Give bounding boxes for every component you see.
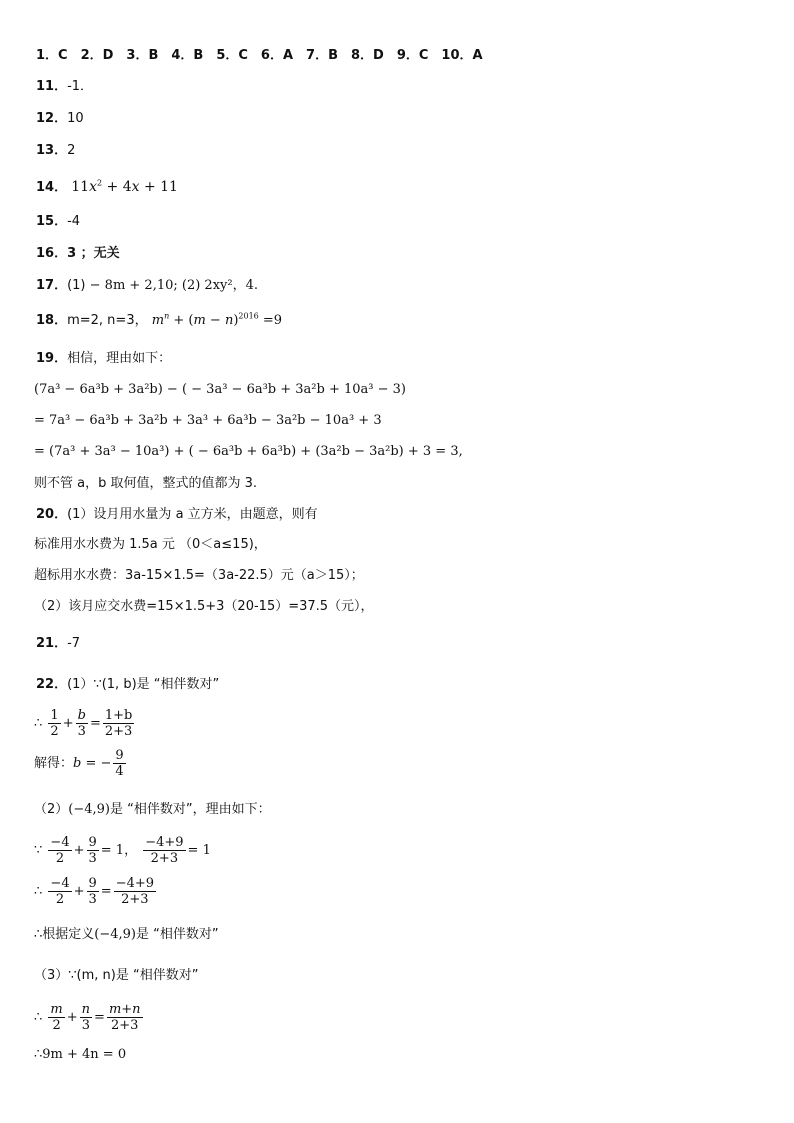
answer-22-part3-final: ∴9m + 4n = 0 — [34, 1047, 127, 1062]
question-number: 13． — [36, 143, 68, 158]
answer-text: 10 — [67, 111, 84, 126]
fraction: $\frac{m}{2}$ — [50, 1002, 63, 1033]
question-number: 19． — [36, 351, 68, 366]
answer-22-part2-check: ∵ $\frac{-4}{2}$ + $\frac{9}{3}$ = 1， $\frac{-4+9}{2+3}$ = 1 — [34, 835, 211, 866]
question-number: 18． — [36, 313, 68, 328]
answer-22-part2-conclusion: ∴根据定义(−4,9)是 “相伴数对” — [34, 927, 219, 942]
answer-text: m=2, n=3， — [67, 313, 148, 328]
fraction: $\frac{-4}{2}$ — [50, 835, 70, 866]
answer-13 — [36, 142, 75, 160]
fraction: $\frac{-4+9}{2+3}$ — [115, 876, 155, 907]
answer-text: (1）设月用水量为 a 立方米，由题意，则有 — [67, 507, 318, 522]
answer-22-part1-equation: ∴ $\frac{1}{2}$ + $\frac{b}{3}$ = $\frac{1+b}{2+3}$ — [34, 708, 133, 739]
answer-expression: $11x^2 + 4x + 11$ — [71, 178, 178, 195]
answer-18 — [36, 312, 282, 330]
answer-text: -1． — [67, 79, 94, 94]
answer-21 — [36, 635, 80, 653]
question-number: 22． — [36, 677, 68, 692]
answer-19-line-1: (7a³ − 6a³b + 3a²b) − ( − 3a³ − 6a³b + 3a²b + 10a³ − 3) — [34, 382, 407, 397]
answer-20-line-2: 标准用水水费为 1.5a 元 （0＜a≤15)， — [34, 537, 267, 552]
question-number: 12． — [36, 111, 68, 126]
answer-11 — [36, 78, 93, 96]
answer-expression: $m^n + (m - n)^{2016} =9$ — [151, 311, 283, 328]
fraction: $\frac{m+n}{2+3}$ — [108, 1002, 141, 1033]
answer-text: -4 — [67, 214, 81, 229]
fraction: $\frac{9}{3}$ — [88, 876, 97, 907]
question-number: 16． — [36, 246, 68, 261]
question-number: 20． — [36, 507, 68, 522]
answer-14 — [36, 178, 178, 197]
fraction: $\frac{1+b}{2+3}$ — [104, 708, 133, 739]
answer-16 — [36, 245, 120, 263]
answer-17 — [36, 277, 258, 295]
fraction: $\frac{-4+9}{2+3}$ — [145, 835, 184, 866]
answer-22-part3-equation: ∴ $\frac{m}{2}$ + $\frac{n}{3}$ = $\frac{m+n}{2+3}$ — [34, 1002, 141, 1033]
question-number: 21． — [36, 636, 68, 651]
question-number: 14． — [36, 180, 68, 195]
answer-22-part1-solution: 解得：b = − $\frac{9}{4}$ — [34, 748, 124, 779]
answer-20-line-3: 超标用水水费：3a-15×1.5=（3a-22.5）元（a＞15）； — [34, 568, 364, 583]
answer-12 — [36, 110, 84, 128]
fraction: $\frac{n}{3}$ — [81, 1002, 91, 1033]
answer-19-line-2: = 7a³ − 6a³b + 3a²b + 3a³ + 6a³b − 3a²b − 10a³ + 3 — [34, 413, 382, 428]
answers-1-10: 1．C 2．D 3．B 4．B 5．C 6．A 7．B 8．D 9．C 10．A — [36, 48, 483, 63]
answer-22-part2-head: （2）(−4,9)是 “相伴数对”，理由如下： — [34, 802, 271, 817]
answer-22-part1-head — [36, 676, 219, 694]
answer-19-intro — [36, 350, 171, 368]
answer-20-line-1 — [36, 506, 318, 524]
fraction: $\frac{-4}{2}$ — [50, 876, 70, 907]
fraction: $\frac{1}{2}$ — [50, 708, 59, 739]
answer-text: 2 — [67, 143, 76, 158]
answer-text: (1）∵(1, b)是 “相伴数对” — [67, 677, 220, 692]
answer-text: 3 ；无关 — [67, 246, 120, 261]
answer-text: -7 — [67, 636, 81, 651]
answer-20-line-4: （2）该月应交水费=15×1.5+3（20-15）=37.5（元）， — [34, 599, 374, 614]
fraction: $\frac{b}{3}$ — [77, 708, 86, 739]
part-label: (1) — [67, 278, 86, 293]
question-number: 15． — [36, 214, 68, 229]
answer-text: 相信，理由如下： — [67, 351, 172, 366]
fraction: $\frac{9}{3}$ — [88, 835, 97, 866]
answer-text: − 8m + 2,10; (2) 2xy²，4. — [85, 278, 258, 293]
question-number: 11． — [36, 79, 68, 94]
question-number: 17． — [36, 278, 68, 293]
answer-19-line-3: = (7a³ + 3a³ − 10a³) + ( − 6a³b + 6a³b) + (3a²b − 3a²b) + 3 = 3, — [34, 444, 463, 459]
answer-15 — [36, 213, 80, 231]
answer-22-part3-head: （3）∵(m, n)是 “相伴数对” — [34, 968, 199, 983]
answer-19-line-4: 则不管 a，b 取何值，整式的值都为 3. — [34, 476, 258, 491]
answer-22-part2-equation: ∴ $\frac{-4}{2}$ + $\frac{9}{3}$ = $\frac{-4+9}{2+3}$ — [34, 876, 155, 907]
fraction: $\frac{9}{4}$ — [115, 748, 124, 779]
